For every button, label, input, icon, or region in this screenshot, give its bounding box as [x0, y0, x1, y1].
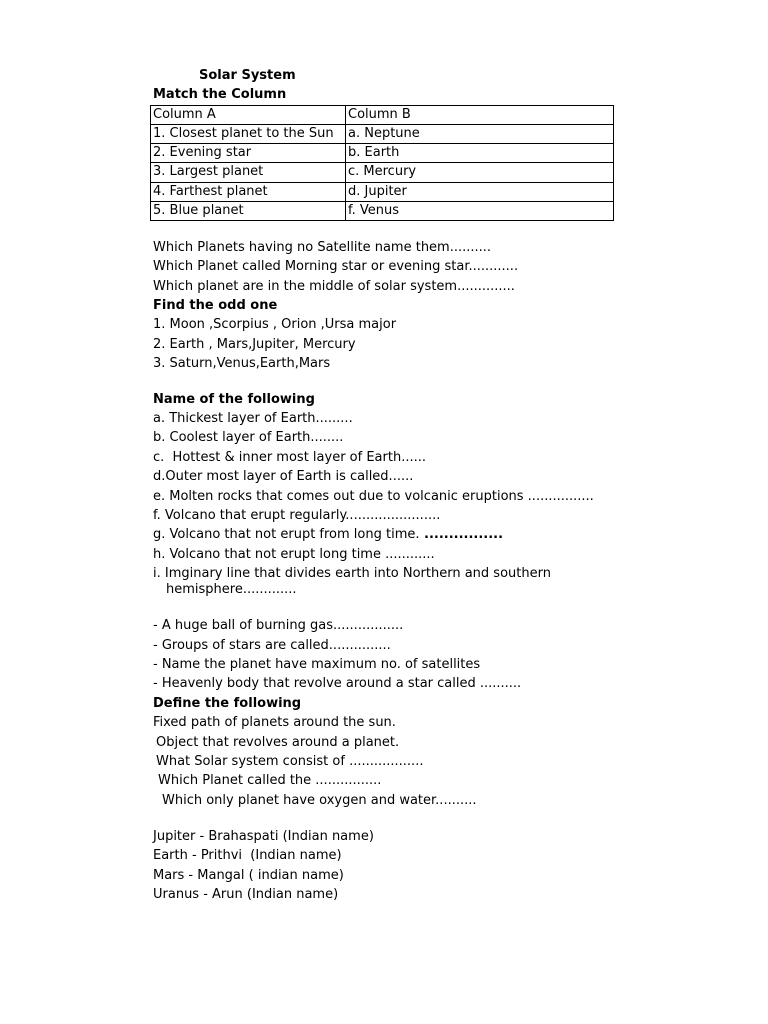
list-item: b. Coolest layer of Earth........	[153, 430, 344, 446]
odd-heading: Find the odd one	[153, 298, 278, 314]
page-title: Solar System	[199, 68, 296, 83]
list-item	[153, 525, 713, 544]
list-item-text: g. Volcano that not erupt from long time.	[153, 527, 420, 543]
list-item: Jupiter - Brahaspati (Indian name)	[153, 829, 374, 845]
list-item: h. Volcano that not erupt long time ............	[153, 546, 435, 562]
table-cell: 4. Farthest planet	[151, 182, 346, 201]
table-cell: b. Earth	[346, 144, 614, 163]
list-item: Fixed path of planets around the sun.	[153, 715, 396, 731]
table-header-cell: Column A	[151, 105, 346, 124]
table-row	[151, 182, 614, 201]
table-cell: 2. Evening star	[151, 144, 346, 163]
table-cell: c. Mercury	[346, 163, 614, 182]
question-line: Which planet are in the middle of solar system..............	[153, 278, 515, 294]
table-header-row	[151, 105, 614, 124]
table-header-cell: Column B	[346, 105, 614, 124]
list-item: Earth - Prithvi (Indian name)	[153, 848, 342, 864]
list-item: 2. Earth , Mars,Jupiter, Mercury	[153, 336, 356, 352]
list-item: - A huge ball of burning gas.................	[153, 618, 404, 634]
list-item: 3. Saturn,Venus,Earth,Mars	[153, 356, 331, 372]
list-item: f. Volcano that erupt regularly.......................	[153, 507, 441, 523]
table-cell: d. Jupiter	[346, 182, 614, 201]
question-line: Which Planet called Morning star or evening star............	[153, 259, 519, 275]
list-item: Mars - Mangal ( indian name)	[153, 867, 344, 883]
list-item: - Name the planet have maximum no. of satellites	[153, 656, 481, 672]
define-heading: Define the following	[153, 695, 302, 711]
table-row	[151, 124, 614, 143]
list-item-line-1: i. Imginary line that divides earth into Northern and southern	[153, 566, 551, 582]
list-item: Which only planet have oxygen and water..........	[162, 792, 477, 808]
list-item	[153, 566, 713, 598]
list-item: d.Outer most layer of Earth is called......	[153, 469, 414, 485]
name-heading: Name of the following	[153, 391, 315, 407]
match-heading: Match the Column	[153, 87, 287, 103]
table-cell: f. Venus	[346, 201, 614, 220]
list-item: What Solar system consist of ..................	[156, 753, 424, 769]
table-cell: a. Neptune	[346, 124, 614, 143]
table-row	[151, 144, 614, 163]
table-row	[151, 201, 614, 220]
list-item: Which Planet called the ................	[158, 773, 382, 789]
list-item: Uranus - Arun (Indian name)	[153, 887, 339, 903]
list-item: - Heavenly body that revolve around a star called ..........	[153, 676, 522, 692]
list-item: e. Molten rocks that comes out due to volcanic eruptions ................	[153, 488, 594, 504]
question-line: Which Planets having no Satellite name them..........	[153, 239, 492, 255]
list-item-line-2: hemisphere.............	[166, 582, 297, 598]
table-cell: 1. Closest planet to the Sun	[151, 124, 346, 143]
list-item: 1. Moon ,Scorpius , Orion ,Ursa major	[153, 317, 397, 333]
list-item: - Groups of stars are called...............	[153, 637, 391, 653]
table-cell: 3. Largest planet	[151, 163, 346, 182]
list-item: a. Thickest layer of Earth.........	[153, 411, 353, 427]
table-row	[151, 163, 614, 182]
list-item: Object that revolves around a planet.	[156, 734, 400, 750]
table-cell: 5. Blue planet	[151, 201, 346, 220]
list-item: c. Hottest & inner most layer of Earth......	[153, 449, 426, 465]
list-item-dots: ................	[419, 527, 504, 543]
worksheet-content	[153, 66, 713, 905]
match-table	[150, 105, 614, 221]
